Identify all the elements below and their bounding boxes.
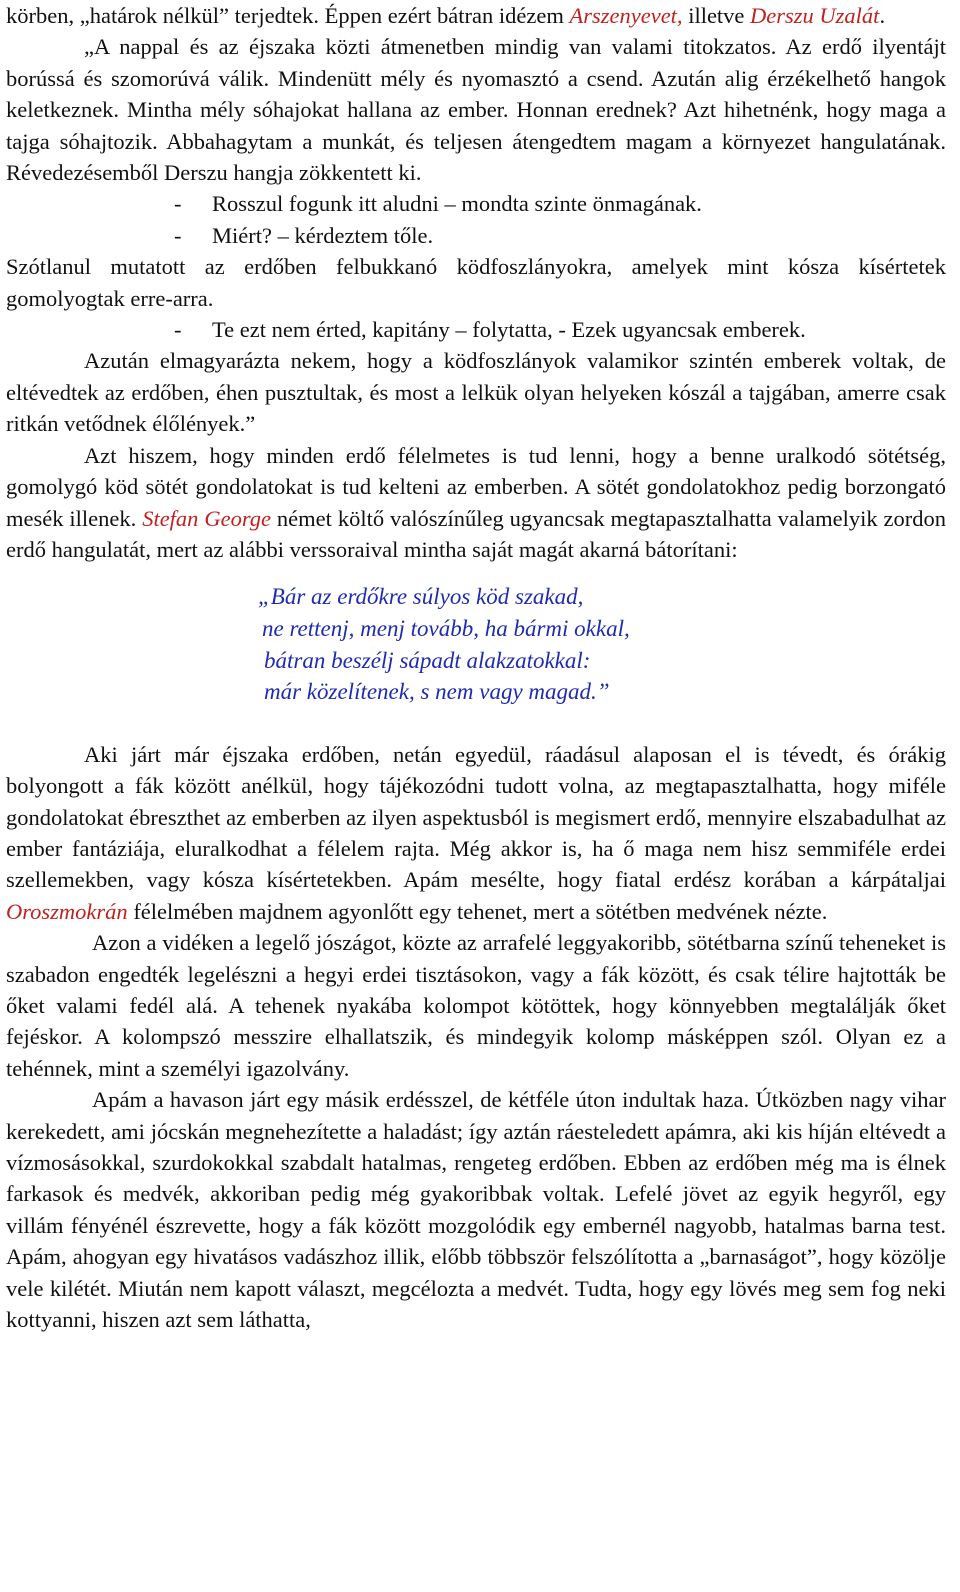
paragraph-quote-end: Azután elmagyarázta nekem, hogy a ködfoszlányok valamikor szintén emberek voltak, de eltévedtek az erdőben, éhen pusztultak, és most a lelkük olyan helyeken kószál a tajgában, amerre csak ritkán vetődnek élőlények.” <box>6 348 946 437</box>
paragraph-night-forest: Aki járt már éjszaka erdőben, netán egyedül, ráadásul alaposan el is tévedt, és órákig bolyongott a fák között anélkül, hogy tájékozódni tudott volna, az megtapasztalhatta, hogy miféle gondolatokat ébreszthet az emberben az ilyen aspektusból is megismert erdő, mennyire elszabadulhat az ember fantáziája, eluralkodhat a félelem rajta. Még akkor is, ha ő maga nem hisz semmiféle erdei szellemekben, vagy kósza kísértetekben. Apám mesélte, hogy fiatal erdész korában a kárpátaljai Oroszmokrán félelmében majdnem agyonlőtt egy tehenet, mert a sötétben medvének nézte. <box>6 741 946 924</box>
paragraph-storm: Apám a havason járt egy másik erdésszel, de kétféle úton indultak haza. Útközben nagy vihar kerekedett, ami jócskán megnehezítette a haladást; így aztán ráesteledett apámra, aki kis híján eltévedt a vízmosásokkal, szurdokokkal szabdalt hatalmas, rengeteg erdőben. Ebben az erdőben még ma is élnek farkasok és medvék, akkoriban pedig még gyakoribbak voltak. Lefelé jövet az egyik hegyről, egy villám fényénél észrevette, hogy a fák között mozgolódik egy embernél nagyobb, hatalmas barna test. Apám, ahogyan egy hivatásos vadászhoz illik, előbb többször felszólította a „barnaságot”, hogy közölje vele kilétét. Miután nem kapott választ, megcélozta a medvét. Tudta, hogy egy lövés meg sem fog neki kottyanni, hiszen azt sem láthatta, <box>6 1087 946 1332</box>
name-stefan-george: Stefan George <box>142 505 271 531</box>
poem-line: „Bár az erdőkre súlyos köd szakad, <box>258 584 584 610</box>
name-arszenyev: Arszenyevet, <box>569 3 683 28</box>
poem-block <box>6 581 946 707</box>
poem-line: ne rettenj, menj tovább, ha bármi okkal, <box>262 615 630 641</box>
paragraph-quote-start: „A nappal és az éjszaka közti átmenetben mindig van valami titokzatos. Az erdő ilyentájt borússá és szomorúvá válik. Mindenütt mély és nyomasztó a csend. Azután alig érzékelhető hangok keletkeznek. Mintha mély sóhajokat hallana az ember. Honnan erednek? Azt hihetnénk, hogy maga a tajga sóhajtozik. Abbahagytam a munkát, és teljesen átengedtem magam a környezet hangulatának. Révedezésemből Derszu hangja zökkentett ki. <box>6 34 946 186</box>
name-oroszmokran: Oroszmokrán <box>6 898 128 924</box>
poem-line: bátran beszélj sápadt alakzatokkal: <box>264 647 591 673</box>
poem-line: már közelítenek, s nem vagy magad.” <box>264 679 610 705</box>
paragraph-fog: Szótlanul mutatott az erdőben felbukkanó ködfoszlányokra, amelyek mint kósza kísértetek gomolyogtak erre-arra. <box>6 254 946 311</box>
spacer <box>6 724 946 739</box>
dialog-line-1: - Rosszul fogunk itt aludni – mondta szinte önmagának. <box>174 191 702 217</box>
paragraph-george: Azt hiszem, hogy minden erdő félelmetes is tud lenni, hogy a benne uralkodó sötétség, gomolygó köd sötét gondolatokat is tud kelteni az emberben. A sötét gondolatokhoz pedig borzongató mesék illenek. Stefan George német költő valószínűleg ugyancsak megtapasztalhatta valamelyik zordon erdő hangulatát, mert az alábbi verssoraival mintha saját magát akarná bátorítani: <box>6 442 946 562</box>
paragraph-intro: körben, „határok nélkül” terjedtek. Éppen ezért bátran idézem Arszenyevet, illetve Derszu Uzalát. <box>6 3 886 28</box>
paragraph-cattle: Azon a vidéken a legelő jószágot, közte az arrafelé leggyakoribb, sötétbarna színű teheneket is szabadon engedték legelészni a hegyi erdei tisztásokon, vagy a fák között, és csak télire hajtották be őket valami fedél alá. A tehenek nyakába kolompot kötöttek, hogy könnyebben megtalálják őket fejéskor. A kolompszó messzire elhallatszik, és mindegyik kolomp másképpen szól. Olyan ez a tehénnek, mint a személyi igazolvány. <box>6 930 946 1081</box>
dialog-line-2: - Miért? – kérdeztem tőle. <box>174 222 434 248</box>
name-derszu-uzala: Derszu Uzalát <box>750 3 880 28</box>
dialog-line-3: - Te ezt nem érted, kapitány – folytatta, - Ezek ugyancsak emberek. <box>174 317 806 343</box>
